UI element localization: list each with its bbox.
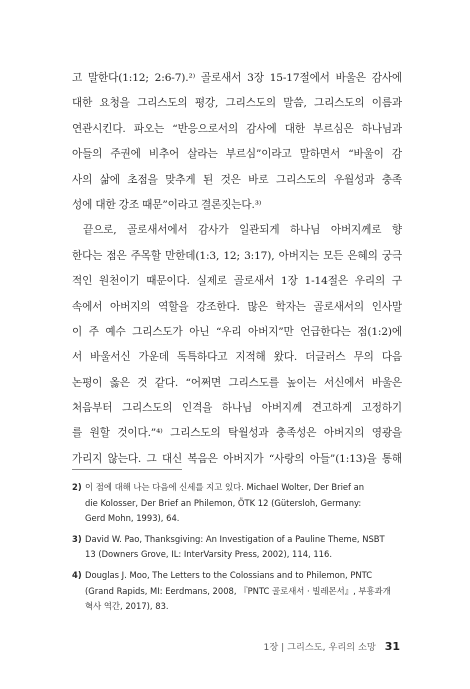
footnote-line: Douglas J. Moo, The Letters to the Colossians and to Philemon, PNTC bbox=[85, 569, 373, 580]
body-line: 대한 요청을 그리스도의 평강, 그리스도의 말씀, 그리스도의 이름과 bbox=[72, 97, 402, 110]
footnote bbox=[72, 480, 402, 527]
footnotes bbox=[72, 480, 402, 620]
body-line: 서 바울서신 가운데 독특하다고 지적해 왔다. 더글러스 무의 다음 bbox=[72, 351, 402, 364]
body-line: 끝으로, 골로새서에서 감사가 일관되게 하나님 아버지께로 향 bbox=[83, 224, 402, 237]
body-line: 이 주 예수 그리스도가 아닌 “우리 아버지”만 언급한다는 점(1:2)에 bbox=[72, 325, 402, 338]
body-line: 성에 대한 강조 때문”이라고 결론짓는다.³⁾ bbox=[72, 198, 262, 211]
running-head: 1장 | 그리스도, 우리의 소망 bbox=[263, 642, 376, 653]
body-line: 아들의 주권에 비추어 살라는 부르심”이라고 말하면서 “바울이 감 bbox=[72, 148, 402, 161]
footnote-line: die Kolosser, Der Brief an Philemon, ÖTK 12 (Gütersloh, Germany: bbox=[85, 497, 362, 508]
footnote-line: David W. Pao, Thanksgiving: An Investigation of a Pauline Theme, NSBT bbox=[85, 533, 385, 544]
body-line: 고 말한다(1:12; 2:6-7).²⁾ 골로새서 3장 15-17절에서 바울은 감사에 bbox=[72, 72, 402, 84]
body-text bbox=[72, 66, 402, 472]
body-line: 논평이 옳은 것 같다. “어쩌면 그리스도를 높이는 서신에서 바울은 bbox=[72, 376, 402, 389]
footnote bbox=[72, 532, 402, 563]
footnote-line: 13 (Downers Grove, IL: InterVarsity Press, 2002), 114, 116. bbox=[85, 549, 332, 560]
footnote-number: 4) bbox=[72, 569, 82, 580]
footnote-number: 2) bbox=[72, 482, 82, 492]
footnote-line: 혁사 역간, 2017), 83. bbox=[85, 601, 169, 612]
footnote-line: 이 점에 대해 나는 다음에 신세를 지고 있다. Michael Wolter, Der Brief an bbox=[85, 482, 365, 492]
footnote-divider bbox=[72, 469, 182, 470]
footnote bbox=[72, 568, 402, 615]
body-line: 가리지 않는다. 그 대신 복음은 아버지가 “사랑의 아들”(1:13)을 통해 bbox=[72, 452, 402, 465]
body-line: 연관시킨다. 파오는 “반응으로서의 감사에 대한 부르심은 하나님과 bbox=[72, 122, 402, 135]
page-footer bbox=[263, 639, 400, 653]
body-line: 적인 원천이기 때문이다. 실제로 골로새서 1장 1-14절은 우리의 구 bbox=[72, 275, 402, 288]
body-line: 사의 삶에 초점을 맞추게 된 것은 바로 그리스도의 우월성과 충족 bbox=[72, 173, 402, 186]
body-line: 속에서 아버지의 역할을 강조한다. 많은 학자는 골로새서의 인사말 bbox=[72, 300, 402, 313]
footnote-number: 3) bbox=[72, 533, 82, 544]
footnote-line: (Grand Rapids, MI: Eerdmans, 2008, 『PNTC 골로새서 · 빌레몬서』, 부흥과개 bbox=[85, 585, 391, 596]
footnote-line: Gerd Mohn, 1993), 64. bbox=[85, 513, 180, 524]
body-line: 를 원할 것이다.”⁴⁾ 그리스도의 탁월성과 충족성은 아버지의 영광을 bbox=[72, 427, 402, 440]
page-number: 31 bbox=[384, 640, 400, 653]
body-line: 한다는 점은 주목할 만한데(1:3, 12; 3:17), 아버지는 모든 은혜의 궁극 bbox=[72, 249, 402, 262]
body-line: 처음부터 그리스도의 인격을 하나님 아버지께 견고하게 고정하기 bbox=[72, 402, 402, 415]
